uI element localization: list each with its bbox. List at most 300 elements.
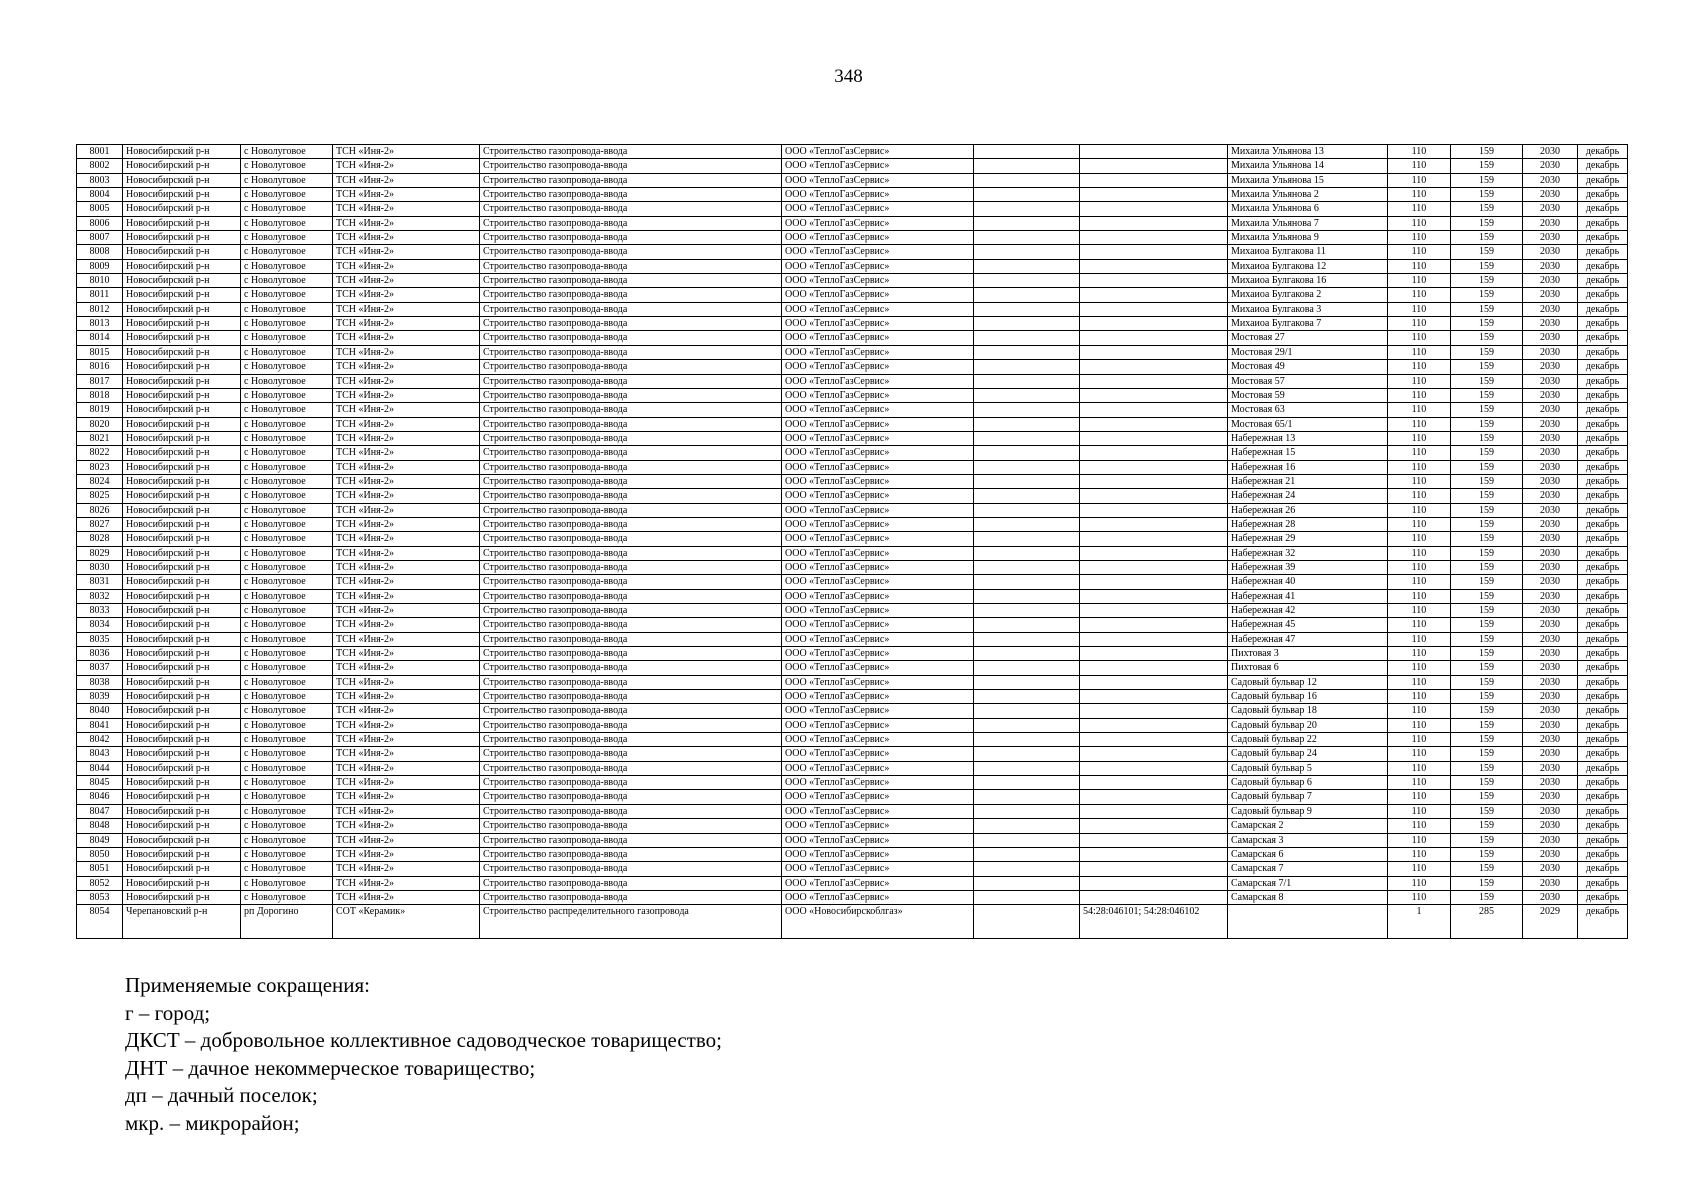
- cell-partnership: ТСН «Иня-2»: [333, 876, 480, 890]
- cell-work: Строительство газопровода-ввода: [480, 302, 782, 316]
- cell-organization: ООО «ТеплоГазСервис»: [782, 188, 974, 202]
- cell-organization: ООО «ТеплоГазСервис»: [782, 489, 974, 503]
- cell-value-2: 159: [1451, 517, 1523, 531]
- cell-value-1: 110: [1388, 876, 1451, 890]
- cell-empty: [974, 690, 1080, 704]
- cell-value-2: 159: [1451, 474, 1523, 488]
- cell-month: декабрь: [1578, 589, 1628, 603]
- cell-district: Новосибирский р-н: [123, 804, 241, 818]
- cell-address: Самарская 7/1: [1228, 876, 1388, 890]
- cell-value-2: 159: [1451, 790, 1523, 804]
- cell-partnership: ТСН «Иня-2»: [333, 589, 480, 603]
- table-row: [77, 188, 1628, 202]
- cell-value-2: 159: [1451, 259, 1523, 273]
- cell-value-1: 110: [1388, 345, 1451, 359]
- cell-work: Строительство газопровода-ввода: [480, 503, 782, 517]
- cell-locality: с Новолуговое: [241, 847, 333, 861]
- cell-empty: [974, 317, 1080, 331]
- cell-district: Новосибирский р-н: [123, 833, 241, 847]
- cell-locality: с Новолуговое: [241, 274, 333, 288]
- cell-empty: [974, 517, 1080, 531]
- cell-address: Мостовая 27: [1228, 331, 1388, 345]
- cell-address: [1228, 905, 1388, 939]
- cell-organization: ООО «ТеплоГазСервис»: [782, 776, 974, 790]
- cell-address: Михаиоа Булгакова 16: [1228, 274, 1388, 288]
- cell-year: 2030: [1523, 417, 1578, 431]
- cell-value-1: 110: [1388, 661, 1451, 675]
- table-row: [77, 704, 1628, 718]
- cell-month: декабрь: [1578, 202, 1628, 216]
- cell-partnership: ТСН «Иня-2»: [333, 431, 480, 445]
- cell-district: Новосибирский р-н: [123, 560, 241, 574]
- cell-cadastre: [1080, 804, 1228, 818]
- cell-locality: с Новолуговое: [241, 618, 333, 632]
- cell-district: Новосибирский р-н: [123, 517, 241, 531]
- cell-year: 2030: [1523, 661, 1578, 675]
- cell-address: Набережная 15: [1228, 446, 1388, 460]
- cell-empty: [974, 159, 1080, 173]
- cell-locality: с Новолуговое: [241, 517, 333, 531]
- cell-cadastre: [1080, 202, 1228, 216]
- cell-cadastre: [1080, 317, 1228, 331]
- cell-value-2: 159: [1451, 647, 1523, 661]
- cell-cadastre: [1080, 374, 1228, 388]
- cell-value-2: 159: [1451, 876, 1523, 890]
- cell-year: 2030: [1523, 274, 1578, 288]
- cell-cadastre: [1080, 231, 1228, 245]
- cell-district: Новосибирский р-н: [123, 747, 241, 761]
- cell-organization: ООО «ТеплоГазСервис»: [782, 503, 974, 517]
- cell-empty: [974, 776, 1080, 790]
- table-row: [77, 647, 1628, 661]
- cell-organization: ООО «ТеплоГазСервис»: [782, 690, 974, 704]
- cell-address: Набережная 29: [1228, 532, 1388, 546]
- cell-value-1: 110: [1388, 503, 1451, 517]
- table-row: [77, 460, 1628, 474]
- cell-month: декабрь: [1578, 833, 1628, 847]
- cell-organization: ООО «ТеплоГазСервис»: [782, 718, 974, 732]
- cell-value-1: 110: [1388, 403, 1451, 417]
- cell-value-1: 110: [1388, 489, 1451, 503]
- cell-value-1: 110: [1388, 690, 1451, 704]
- cell-partnership: ТСН «Иня-2»: [333, 790, 480, 804]
- cell-locality: с Новолуговое: [241, 819, 333, 833]
- cell-partnership: ТСН «Иня-2»: [333, 804, 480, 818]
- cell-organization: ООО «ТеплоГазСервис»: [782, 173, 974, 187]
- cell-locality: с Новолуговое: [241, 216, 333, 230]
- cell-month: декабрь: [1578, 847, 1628, 861]
- cell-district: Новосибирский р-н: [123, 575, 241, 589]
- cell-partnership: ТСН «Иня-2»: [333, 546, 480, 560]
- cell-month: декабрь: [1578, 517, 1628, 531]
- cell-locality: с Новолуговое: [241, 145, 333, 159]
- cell-address: Набережная 45: [1228, 618, 1388, 632]
- cell-number: 8035: [77, 632, 123, 646]
- cell-month: декабрь: [1578, 474, 1628, 488]
- cell-cadastre: [1080, 761, 1228, 775]
- cell-number: 8020: [77, 417, 123, 431]
- cell-address: Пихтовая 6: [1228, 661, 1388, 675]
- cell-cadastre: [1080, 345, 1228, 359]
- cell-address: Садовый бульвар 16: [1228, 690, 1388, 704]
- table-row: [77, 173, 1628, 187]
- table-row: [77, 589, 1628, 603]
- cell-number: 8023: [77, 460, 123, 474]
- cell-address: Мостовая 49: [1228, 360, 1388, 374]
- cell-value-1: 110: [1388, 618, 1451, 632]
- cell-value-2: 159: [1451, 345, 1523, 359]
- cell-empty: [974, 259, 1080, 273]
- cell-locality: с Новолуговое: [241, 704, 333, 718]
- cell-partnership: ТСН «Иня-2»: [333, 446, 480, 460]
- cell-cadastre: [1080, 274, 1228, 288]
- cell-number: 8043: [77, 747, 123, 761]
- cell-year: 2030: [1523, 575, 1578, 589]
- cell-partnership: ТСН «Иня-2»: [333, 374, 480, 388]
- cell-organization: ООО «ТеплоГазСервис»: [782, 145, 974, 159]
- cell-locality: с Новолуговое: [241, 876, 333, 890]
- cell-value-2: 159: [1451, 761, 1523, 775]
- cell-cadastre: [1080, 589, 1228, 603]
- cell-locality: с Новолуговое: [241, 733, 333, 747]
- cell-work: Строительство газопровода-ввода: [480, 690, 782, 704]
- cell-cadastre: [1080, 632, 1228, 646]
- cell-organization: ООО «ТеплоГазСервис»: [782, 317, 974, 331]
- abbreviation-item: ДКСТ – добровольное коллективное садоводческое товарищество;: [125, 1028, 722, 1052]
- cell-partnership: ТСН «Иня-2»: [333, 690, 480, 704]
- cell-partnership: ТСН «Иня-2»: [333, 503, 480, 517]
- cell-year: 2030: [1523, 675, 1578, 689]
- cell-empty: [974, 675, 1080, 689]
- cell-locality: с Новолуговое: [241, 360, 333, 374]
- table-row: [77, 546, 1628, 560]
- cell-number: 8048: [77, 819, 123, 833]
- cell-number: 8004: [77, 188, 123, 202]
- cell-empty: [974, 173, 1080, 187]
- cell-cadastre: [1080, 618, 1228, 632]
- cell-partnership: ТСН «Иня-2»: [333, 460, 480, 474]
- table-row: [77, 761, 1628, 775]
- cell-work: Строительство газопровода-ввода: [480, 288, 782, 302]
- cell-year: 2030: [1523, 302, 1578, 316]
- cell-organization: ООО «ТеплоГазСервис»: [782, 862, 974, 876]
- cell-locality: с Новолуговое: [241, 632, 333, 646]
- cell-number: 8044: [77, 761, 123, 775]
- table-row: [77, 202, 1628, 216]
- cell-work: Строительство газопровода-ввода: [480, 489, 782, 503]
- cell-empty: [974, 417, 1080, 431]
- cell-organization: ООО «ТеплоГазСервис»: [782, 302, 974, 316]
- cell-value-2: 159: [1451, 532, 1523, 546]
- cell-work: Строительство газопровода-ввода: [480, 575, 782, 589]
- cell-address: Набережная 39: [1228, 560, 1388, 574]
- cell-year: 2030: [1523, 890, 1578, 904]
- cell-year: 2030: [1523, 690, 1578, 704]
- cell-locality: с Новолуговое: [241, 747, 333, 761]
- cell-cadastre: [1080, 259, 1228, 273]
- cell-partnership: ТСН «Иня-2»: [333, 747, 480, 761]
- table-row: [77, 776, 1628, 790]
- table-row: [77, 632, 1628, 646]
- cell-number: 8005: [77, 202, 123, 216]
- table-row: [77, 345, 1628, 359]
- cell-work: Строительство газопровода-ввода: [480, 560, 782, 574]
- cell-number: 8025: [77, 489, 123, 503]
- cell-year: 2030: [1523, 546, 1578, 560]
- cell-value-2: 159: [1451, 188, 1523, 202]
- cell-work: Строительство газопровода-ввода: [480, 460, 782, 474]
- cell-locality: с Новолуговое: [241, 403, 333, 417]
- cell-address: Набережная 28: [1228, 517, 1388, 531]
- cell-organization: ООО «Новосибирскоблгаз»: [782, 905, 974, 939]
- cell-value-2: 159: [1451, 417, 1523, 431]
- cell-year: 2030: [1523, 259, 1578, 273]
- cell-partnership: ТСН «Иня-2»: [333, 360, 480, 374]
- cell-cadastre: [1080, 862, 1228, 876]
- cell-empty: [974, 560, 1080, 574]
- cell-year: 2030: [1523, 804, 1578, 818]
- table-row: [77, 331, 1628, 345]
- cell-empty: [974, 718, 1080, 732]
- cell-number: 8007: [77, 231, 123, 245]
- cell-number: 8026: [77, 503, 123, 517]
- cell-value-1: 110: [1388, 647, 1451, 661]
- cell-number: 8050: [77, 847, 123, 861]
- cell-number: 8036: [77, 647, 123, 661]
- cell-number: 8031: [77, 575, 123, 589]
- cell-locality: с Новолуговое: [241, 259, 333, 273]
- cell-year: 2030: [1523, 216, 1578, 230]
- cell-address: Самарская 2: [1228, 819, 1388, 833]
- cell-work: Строительство газопровода-ввода: [480, 890, 782, 904]
- cell-partnership: ТСН «Иня-2»: [333, 245, 480, 259]
- cell-district: Новосибирский р-н: [123, 259, 241, 273]
- cell-district: Новосибирский р-н: [123, 532, 241, 546]
- cell-value-1: 110: [1388, 216, 1451, 230]
- cell-locality: с Новолуговое: [241, 890, 333, 904]
- cell-value-1: 110: [1388, 431, 1451, 445]
- cell-empty: [974, 231, 1080, 245]
- cell-district: Новосибирский р-н: [123, 589, 241, 603]
- cell-partnership: ТСН «Иня-2»: [333, 604, 480, 618]
- table-row: [77, 876, 1628, 890]
- cell-address: Мостовая 57: [1228, 374, 1388, 388]
- cell-address: Садовый бульвар 24: [1228, 747, 1388, 761]
- cell-address: Михаиоа Булгакова 3: [1228, 302, 1388, 316]
- cell-organization: ООО «ТеплоГазСервис»: [782, 517, 974, 531]
- cell-value-2: 159: [1451, 446, 1523, 460]
- cell-empty: [974, 876, 1080, 890]
- cell-month: декабрь: [1578, 374, 1628, 388]
- cell-partnership: ТСН «Иня-2»: [333, 489, 480, 503]
- cell-number: 8047: [77, 804, 123, 818]
- table-container: [76, 144, 1627, 939]
- cell-year: 2030: [1523, 231, 1578, 245]
- table-row: [77, 804, 1628, 818]
- cell-partnership: ТСН «Иня-2»: [333, 145, 480, 159]
- cell-address: Михаиоа Булгакова 11: [1228, 245, 1388, 259]
- cell-month: декабрь: [1578, 259, 1628, 273]
- cell-locality: с Новолуговое: [241, 503, 333, 517]
- cell-cadastre: [1080, 675, 1228, 689]
- cell-work: Строительство газопровода-ввода: [480, 173, 782, 187]
- cell-empty: [974, 847, 1080, 861]
- cell-organization: ООО «ТеплоГазСервис»: [782, 819, 974, 833]
- cell-year: 2030: [1523, 159, 1578, 173]
- cell-cadastre: [1080, 446, 1228, 460]
- cell-value-2: 159: [1451, 560, 1523, 574]
- table-row: [77, 819, 1628, 833]
- cell-month: декабрь: [1578, 345, 1628, 359]
- cell-empty: [974, 274, 1080, 288]
- cell-value-1: 1: [1388, 905, 1451, 939]
- cell-year: 2030: [1523, 776, 1578, 790]
- cell-value-2: 159: [1451, 245, 1523, 259]
- cell-district: Новосибирский р-н: [123, 216, 241, 230]
- cell-work: Строительство газопровода-ввода: [480, 647, 782, 661]
- cell-locality: с Новолуговое: [241, 388, 333, 402]
- cell-work: Строительство газопровода-ввода: [480, 833, 782, 847]
- cell-empty: [974, 345, 1080, 359]
- cell-work: Строительство газопровода-ввода: [480, 733, 782, 747]
- cell-partnership: ТСН «Иня-2»: [333, 618, 480, 632]
- table-row: [77, 274, 1628, 288]
- cell-organization: ООО «ТеплоГазСервис»: [782, 216, 974, 230]
- cell-number: 8053: [77, 890, 123, 904]
- cell-value-1: 110: [1388, 173, 1451, 187]
- cell-number: 8054: [77, 905, 123, 939]
- cell-month: декабрь: [1578, 331, 1628, 345]
- table-row: [77, 388, 1628, 402]
- cell-empty: [974, 704, 1080, 718]
- cell-year: 2030: [1523, 647, 1578, 661]
- table-row: [77, 417, 1628, 431]
- cell-work: Строительство газопровода-ввода: [480, 202, 782, 216]
- cell-empty: [974, 360, 1080, 374]
- cell-district: Новосибирский р-н: [123, 675, 241, 689]
- cell-address: Мостовая 65/1: [1228, 417, 1388, 431]
- cell-locality: с Новолуговое: [241, 159, 333, 173]
- cell-number: 8011: [77, 288, 123, 302]
- cell-value-1: 110: [1388, 847, 1451, 861]
- abbreviation-item: г – город;: [125, 1000, 211, 1025]
- cell-district: Новосибирский р-н: [123, 776, 241, 790]
- cell-value-2: 159: [1451, 388, 1523, 402]
- cell-value-1: 110: [1388, 259, 1451, 273]
- cell-work: Строительство газопровода-ввода: [480, 804, 782, 818]
- cell-empty: [974, 403, 1080, 417]
- cell-value-2: 159: [1451, 331, 1523, 345]
- table-row: [77, 517, 1628, 531]
- cell-work: Строительство газопровода-ввода: [480, 632, 782, 646]
- cell-empty: [974, 374, 1080, 388]
- cell-number: 8017: [77, 374, 123, 388]
- cell-district: Черепановский р-н: [123, 905, 241, 939]
- cell-month: декабрь: [1578, 604, 1628, 618]
- cell-month: декабрь: [1578, 905, 1628, 939]
- cell-number: 8009: [77, 259, 123, 273]
- cell-number: 8010: [77, 274, 123, 288]
- cell-value-2: 159: [1451, 747, 1523, 761]
- cell-work: Строительство газопровода-ввода: [480, 216, 782, 230]
- cell-address: Михаила Ульянова 7: [1228, 216, 1388, 230]
- cell-number: 8024: [77, 474, 123, 488]
- cell-locality: с Новолуговое: [241, 833, 333, 847]
- cell-partnership: ТСН «Иня-2»: [333, 317, 480, 331]
- cell-month: декабрь: [1578, 231, 1628, 245]
- cell-year: 2030: [1523, 173, 1578, 187]
- cell-number: 8018: [77, 388, 123, 402]
- cell-partnership: ТСН «Иня-2»: [333, 704, 480, 718]
- cell-work: Строительство газопровода-ввода: [480, 360, 782, 374]
- cell-year: 2030: [1523, 145, 1578, 159]
- table-row: [77, 259, 1628, 273]
- cell-address: Самарская 7: [1228, 862, 1388, 876]
- cell-locality: с Новолуговое: [241, 489, 333, 503]
- cell-number: 8022: [77, 446, 123, 460]
- cell-empty: [974, 503, 1080, 517]
- cell-value-1: 110: [1388, 589, 1451, 603]
- cell-locality: с Новолуговое: [241, 446, 333, 460]
- cell-work: Строительство газопровода-ввода: [480, 517, 782, 531]
- cell-month: декабрь: [1578, 819, 1628, 833]
- cell-partnership: СОТ «Керамик»: [333, 905, 480, 939]
- cell-organization: ООО «ТеплоГазСервис»: [782, 761, 974, 775]
- cell-month: декабрь: [1578, 173, 1628, 187]
- cell-district: Новосибирский р-н: [123, 546, 241, 560]
- cell-work: Строительство газопровода-ввода: [480, 532, 782, 546]
- cell-cadastre: [1080, 159, 1228, 173]
- cell-number: 8039: [77, 690, 123, 704]
- cell-value-2: 159: [1451, 460, 1523, 474]
- cell-month: декабрь: [1578, 747, 1628, 761]
- table-row: [77, 690, 1628, 704]
- cell-address: Набережная 24: [1228, 489, 1388, 503]
- cell-address: Набережная 41: [1228, 589, 1388, 603]
- cell-district: Новосибирский р-н: [123, 331, 241, 345]
- cell-value-2: 159: [1451, 403, 1523, 417]
- cell-work: Строительство газопровода-ввода: [480, 417, 782, 431]
- table-row: [77, 245, 1628, 259]
- cell-address: Набережная 42: [1228, 604, 1388, 618]
- cell-work: Строительство газопровода-ввода: [480, 776, 782, 790]
- table-row: [77, 403, 1628, 417]
- cell-empty: [974, 862, 1080, 876]
- cell-district: Новосибирский р-н: [123, 876, 241, 890]
- cell-empty: [974, 733, 1080, 747]
- table-row: [77, 604, 1628, 618]
- cell-organization: ООО «ТеплоГазСервис»: [782, 374, 974, 388]
- cell-month: декабрь: [1578, 145, 1628, 159]
- cell-month: декабрь: [1578, 403, 1628, 417]
- cell-number: 8019: [77, 403, 123, 417]
- cell-partnership: ТСН «Иня-2»: [333, 274, 480, 288]
- cell-value-2: 159: [1451, 274, 1523, 288]
- cell-district: Новосибирский р-н: [123, 474, 241, 488]
- cell-work: Строительство распределительного газопровода: [480, 905, 782, 939]
- cell-locality: с Новолуговое: [241, 474, 333, 488]
- cell-value-1: 110: [1388, 317, 1451, 331]
- cell-month: декабрь: [1578, 675, 1628, 689]
- cell-year: 2030: [1523, 331, 1578, 345]
- cell-number: 8015: [77, 345, 123, 359]
- cell-value-2: 159: [1451, 675, 1523, 689]
- cell-number: 8040: [77, 704, 123, 718]
- cell-month: декабрь: [1578, 804, 1628, 818]
- cell-address: Михаиоа Булгакова 2: [1228, 288, 1388, 302]
- cell-work: Строительство газопровода-ввода: [480, 331, 782, 345]
- cell-locality: с Новолуговое: [241, 575, 333, 589]
